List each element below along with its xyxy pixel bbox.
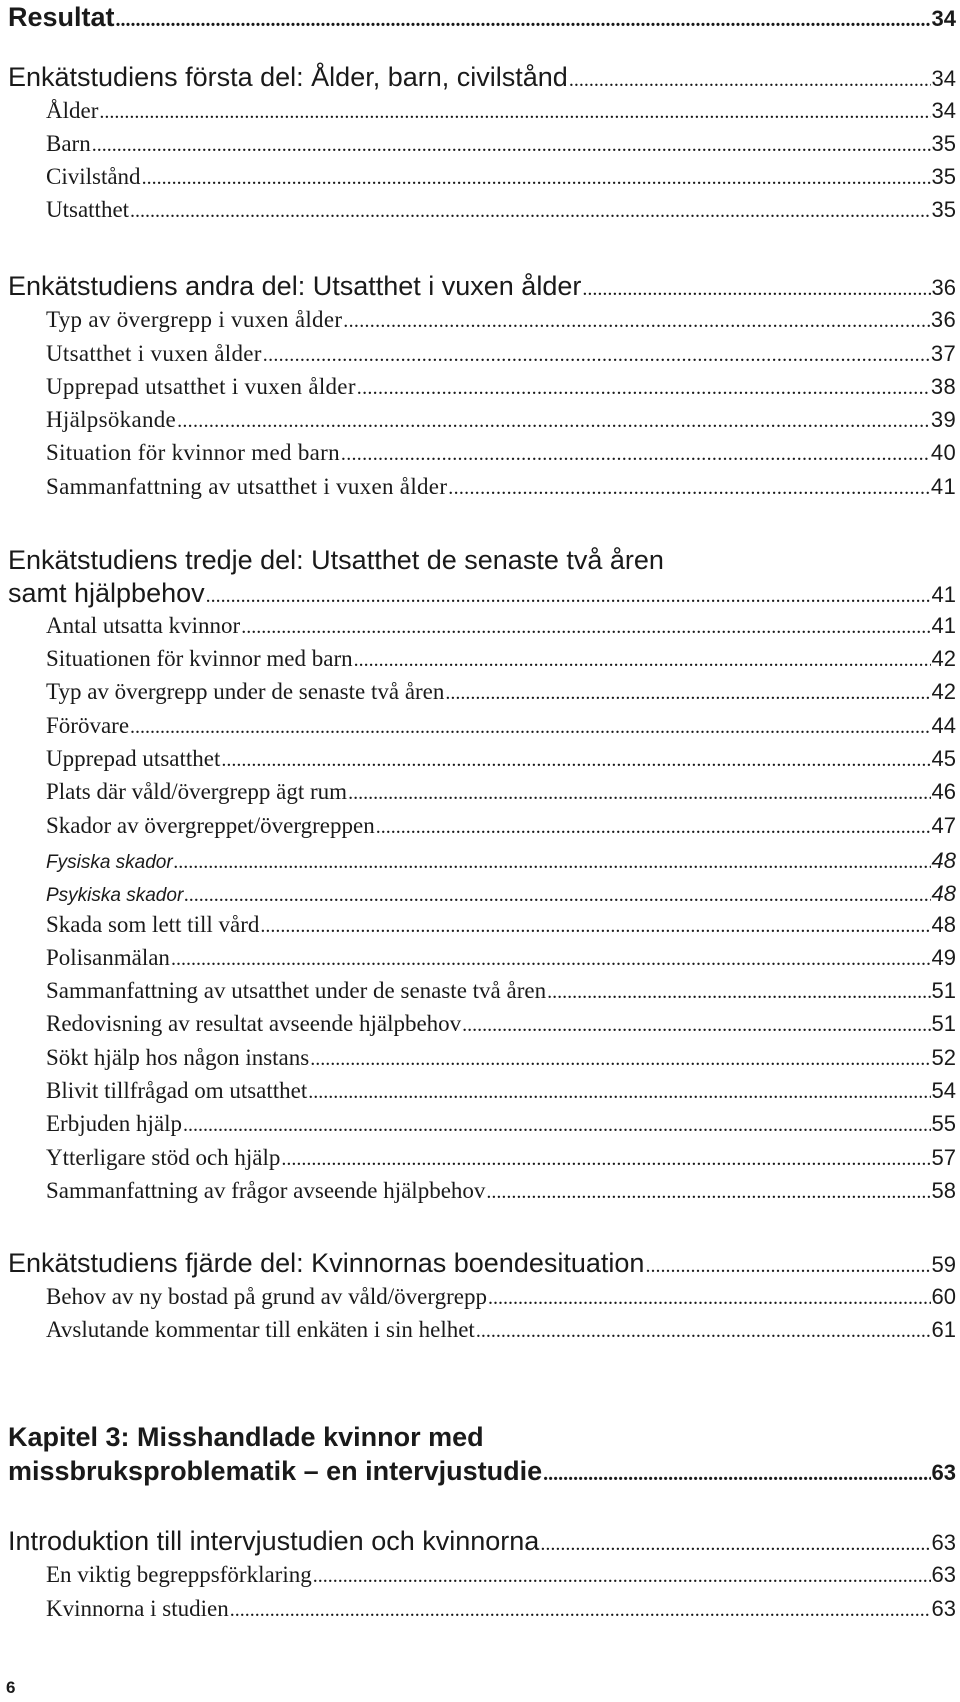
toc-item-label: Skada som lett till vård (46, 912, 260, 937)
dot-leader (348, 782, 930, 805)
toc-page-number: 48 (931, 881, 956, 906)
dot-leader (313, 1565, 931, 1588)
dot-leader (130, 716, 930, 739)
toc-page-number: 37 (930, 341, 956, 366)
toc-item-label: Ytterligare stöd och hjälp (46, 1145, 281, 1170)
dot-leader (310, 1048, 930, 1071)
toc-item[interactable] (8, 374, 956, 400)
toc-item[interactable] (8, 945, 956, 971)
toc-item-label: Situation för kvinnor med barn (46, 440, 340, 465)
toc-section-title: Enkätstudiens första del: Ålder, barn, civilstånd (8, 62, 568, 92)
toc-item[interactable] (8, 679, 956, 705)
toc-item-label: Polisanmälan (46, 945, 170, 970)
dot-leader (241, 616, 930, 639)
dot-leader (183, 1114, 930, 1137)
toc-item-label: Sammanfattning av utsatthet i vuxen ålder (46, 474, 448, 499)
toc-page-number: 44 (931, 713, 956, 738)
toc-item[interactable] (8, 1178, 956, 1204)
toc-page-number: 49 (931, 945, 956, 970)
toc-page-number: 48 (931, 912, 956, 937)
toc-item[interactable] (8, 848, 956, 874)
toc-item-label: Behov av ny bostad på grund av våld/övergrepp (46, 1284, 487, 1309)
toc-item-label: Situationen för kvinnor med barn (46, 646, 353, 671)
toc-item-label: Upprepad utsatthet (46, 746, 221, 771)
dot-leader (582, 278, 930, 301)
dot-leader (341, 443, 930, 466)
toc-item-label: En viktig begreppsförklaring (46, 1562, 312, 1587)
toc-item[interactable] (8, 1596, 956, 1622)
toc-item-label: Blivit tillfrågad om utsatthet (46, 1078, 308, 1103)
dot-leader (142, 167, 931, 190)
toc-item[interactable] (8, 1145, 956, 1171)
toc-section-intro[interactable] (8, 1526, 956, 1557)
toc-item-label: Typ av övergrepp i vuxen ålder (46, 307, 343, 332)
toc-item[interactable] (8, 912, 956, 938)
dot-leader (171, 948, 931, 971)
toc-chapter-title: missbruksproblematik – en intervjustudie (8, 1456, 543, 1486)
toc-page-number: 63 (931, 1530, 956, 1555)
toc-section-title: Enkätstudiens andra del: Utsatthet i vuxen ålder (8, 271, 582, 301)
toc-item-label: Sammanfattning av frågor avseende hjälpbehov (46, 1178, 486, 1203)
toc-item[interactable] (8, 978, 956, 1004)
toc-item-label: Erbjuden hjälp (46, 1111, 183, 1136)
toc-page-number: 42 (931, 679, 956, 704)
toc-section-part3[interactable] (8, 578, 956, 609)
toc-page-number: 36 (930, 307, 956, 332)
toc-item-label: Ålder (46, 98, 99, 123)
toc-page-number: 48 (931, 848, 956, 873)
toc-item[interactable] (8, 440, 956, 466)
toc-page-number: 39 (930, 407, 956, 432)
toc-item[interactable] (8, 164, 956, 190)
toc-item[interactable] (8, 1562, 956, 1588)
dot-leader (174, 851, 931, 874)
toc-page-number: 52 (931, 1045, 956, 1070)
page-number: 6 (6, 1678, 16, 1697)
toc-page-number: 34 (931, 98, 956, 123)
toc-item-label: Skador av övergreppet/övergreppen (46, 813, 375, 838)
toc-page-number: 35 (931, 131, 956, 156)
toc-item[interactable] (8, 646, 956, 672)
toc-item[interactable] (8, 1317, 956, 1343)
dot-leader (543, 1463, 930, 1486)
dot-leader (260, 915, 930, 938)
toc-page-number: 54 (931, 1078, 956, 1103)
toc-page-number: 35 (931, 164, 956, 189)
dot-leader (230, 1599, 931, 1622)
toc-page-number: 51 (931, 978, 956, 1003)
toc-item[interactable] (8, 98, 956, 124)
toc-item[interactable] (8, 746, 956, 772)
dot-leader (130, 200, 930, 223)
toc-section-title: Enkätstudiens fjärde del: Kvinnornas boendesituation (8, 1248, 645, 1278)
toc-item-label: Utsatthet (46, 197, 130, 222)
toc-page-number: 58 (931, 1178, 956, 1203)
toc-item[interactable] (8, 131, 956, 157)
toc-chapter3-line1[interactable]: Kapitel 3: Misshandlade kvinnor med (8, 1422, 484, 1452)
toc-item[interactable] (8, 813, 956, 839)
toc-page-number: 36 (931, 275, 956, 300)
toc-item-label: Civilstånd (46, 164, 141, 189)
dot-leader (354, 649, 931, 672)
dot-leader (221, 749, 930, 772)
dot-leader (357, 377, 930, 400)
toc-section-part3-line1[interactable]: Enkätstudiens tredje del: Utsatthet de senaste två åren (8, 545, 664, 575)
toc-item-label: Fysiska skador (46, 852, 173, 873)
dot-leader (448, 477, 930, 500)
toc-item[interactable] (8, 307, 956, 333)
toc-page-number: 63 (931, 1596, 956, 1621)
toc-page-number: 35 (931, 197, 956, 222)
toc-item[interactable] (8, 341, 956, 367)
dot-leader (308, 1081, 930, 1104)
toc-chapter3[interactable] (8, 1456, 956, 1487)
dot-leader (476, 1320, 931, 1343)
toc-entry-result[interactable] (8, 2, 956, 33)
toc-page-number: 63 (931, 1562, 956, 1587)
toc-item[interactable] (8, 197, 956, 223)
toc-page-number: 55 (931, 1111, 956, 1136)
dot-leader (99, 101, 930, 124)
toc-page-number: 41 (930, 474, 956, 499)
toc-page-number: 59 (931, 1252, 956, 1277)
dot-leader (206, 585, 931, 608)
toc-page-number: 38 (930, 374, 956, 399)
toc-item-label: Kvinnorna i studien (46, 1596, 229, 1621)
toc-item-label: Psykiska skador (46, 885, 184, 906)
dot-leader (540, 1533, 930, 1556)
dot-leader (376, 816, 931, 839)
toc-entry-label: Resultat (8, 2, 115, 32)
toc-page-number: 51 (931, 1011, 956, 1036)
toc-page-number: 41 (931, 582, 956, 607)
dot-leader (645, 1255, 930, 1278)
dot-leader (343, 310, 930, 333)
dot-leader (281, 1148, 930, 1171)
dot-leader (569, 69, 931, 92)
toc-item-label: Förövare (46, 713, 130, 738)
toc-section-part1[interactable] (8, 62, 956, 93)
toc-item[interactable] (8, 779, 956, 805)
toc-page-number: 46 (931, 779, 956, 804)
toc-item[interactable] (8, 1011, 956, 1037)
toc-item[interactable] (8, 881, 956, 907)
toc-item[interactable] (8, 613, 956, 639)
toc-page-number: 42 (931, 646, 956, 671)
dot-leader (184, 884, 930, 907)
toc-item-label: Redovisning av resultat avseende hjälpbehov (46, 1011, 462, 1036)
toc-item[interactable] (8, 1045, 956, 1071)
toc-page-number: 47 (931, 813, 956, 838)
toc-page-number: 57 (931, 1145, 956, 1170)
toc-section-part4[interactable] (8, 1248, 956, 1279)
dot-leader (462, 1014, 930, 1037)
toc-item[interactable] (8, 1111, 956, 1137)
toc-item-label: Hjälpsökande (46, 407, 177, 432)
toc-item-label: Sammanfattning av utsatthet under de senaste två åren (46, 978, 547, 1003)
toc-item[interactable] (8, 1078, 956, 1104)
toc-page-number: 61 (931, 1317, 956, 1342)
dot-leader (116, 9, 931, 32)
toc-section-part2[interactable] (8, 271, 956, 302)
toc-item-label: Typ av övergrepp under de senaste två åren (46, 679, 445, 704)
toc-item-label: Upprepad utsatthet i vuxen ålder (46, 374, 356, 399)
toc-item[interactable] (8, 713, 956, 739)
dot-leader (547, 981, 930, 1004)
toc-item-label: Avslutande kommentar till enkäten i sin helhet (46, 1317, 475, 1342)
dot-leader (92, 134, 931, 157)
toc-page-number: 34 (931, 6, 956, 31)
toc-page-number: 45 (931, 746, 956, 771)
toc-item[interactable] (8, 474, 956, 500)
toc-item[interactable] (8, 1284, 956, 1310)
dot-leader (263, 344, 930, 367)
toc-page-number: 63 (931, 1460, 956, 1485)
toc-item-label: Plats där våld/övergrepp ägt rum (46, 779, 348, 804)
toc-page-number: 34 (931, 66, 956, 91)
toc-section-title: Introduktion till intervjustudien och kvinnorna (8, 1526, 540, 1556)
dot-leader (488, 1287, 931, 1310)
toc-section-title: samt hjälpbehov (8, 578, 205, 608)
toc-page-number: 41 (931, 613, 956, 638)
toc-item-label: Sökt hjälp hos någon instans (46, 1045, 310, 1070)
toc-item-label: Antal utsatta kvinnor (46, 613, 241, 638)
toc-page-number: 40 (930, 440, 956, 465)
dot-leader (445, 682, 930, 705)
toc-item-label: Barn (46, 131, 91, 156)
dot-leader (177, 410, 930, 433)
toc-item[interactable] (8, 407, 956, 433)
toc-page-number: 60 (931, 1284, 956, 1309)
dot-leader (486, 1181, 930, 1204)
toc-item-label: Utsatthet i vuxen ålder (46, 341, 262, 366)
